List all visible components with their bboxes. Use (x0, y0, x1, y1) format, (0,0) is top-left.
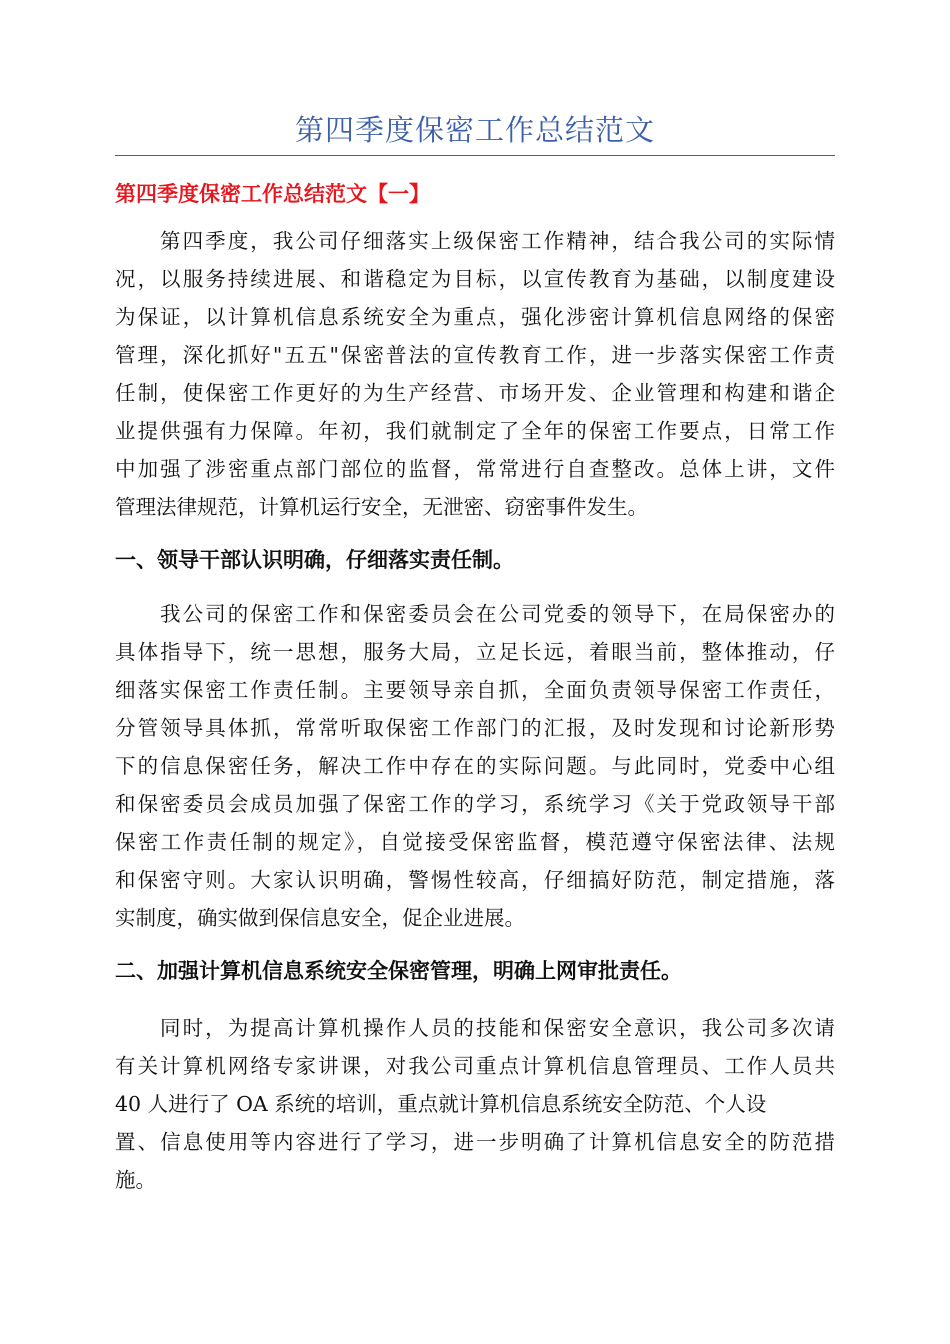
paragraph-line: 和保密委员会成员加强了保密工作的学习，系统学习《关于党政领导干部 (115, 792, 835, 816)
paragraph-line: 施。 (115, 1168, 156, 1192)
paragraph-line: 保密工作责任制的规定》，自觉接受保密监督，模范遵守保密法律、法规 (115, 830, 835, 854)
paragraph-line: 下的信息保密任务，解决工作中存在的实际问题。与此同时，党委中心组 (115, 754, 835, 778)
section-heading-1: 一、领导干部认识明确，仔细落实责任制。 (115, 548, 514, 572)
title-underline (115, 155, 835, 156)
paragraph-line: 分管领导具体抓，常常听取保密工作部门的汇报，及时发现和讨论新形势 (115, 716, 835, 740)
paragraph-line: 管理，深化抓好"五五"保密普法的宣传教育工作，进一步落实保密工作责 (115, 343, 835, 367)
section-heading-2: 二、加强计算机信息系统安全保密管理，明确上网审批责任。 (115, 959, 682, 983)
paragraph-section-1 (115, 595, 835, 937)
paragraph-line: 40 人进行了 OA 系统的培训，重点就计算机信息系统安全防范、个人设 (115, 1092, 767, 1116)
paragraph-line: 置、信息使用等内容进行了学习，进一步明确了计算机信息安全的防范措 (115, 1130, 835, 1154)
paragraph-line: 中加强了涉密重点部门部位的监督，常常进行自查整改。总体上讲，文件 (115, 457, 835, 481)
paragraph-line: 第四季度，我公司仔细落实上级保密工作精神，结合我公司的实际情 (160, 229, 835, 253)
paragraph-section-2 (115, 1009, 835, 1199)
paragraph-line: 和保密守则。大家认识明确，警惕性较高，仔细搞好防范，制定措施，落 (115, 868, 835, 892)
document-title: 第四季度保密工作总结范文 (294, 113, 655, 147)
paragraph-line: 实制度，确实做到保信息安全，促企业进展。 (115, 906, 525, 930)
paragraph-line: 任制，使保密工作更好的为生产经营、市场开发、企业管理和构建和谐企 (115, 381, 835, 405)
paragraph-line: 有关计算机网络专家讲课，对我公司重点计算机信息管理员、工作人员共 (115, 1054, 835, 1078)
paragraph-line: 我公司的保密工作和保密委员会在公司党委的领导下，在局保密办的 (160, 602, 835, 626)
paragraph-line: 细落实保密工作责任制。主要领导亲自抓，全面负责领导保密工作责任， (115, 678, 835, 702)
paragraph-line: 同时，为提高计算机操作人员的技能和保密安全意识，我公司多次请 (160, 1016, 835, 1040)
document-subtitle: 第四季度保密工作总结范文【一】 (115, 182, 430, 206)
paragraph-intro (115, 222, 835, 526)
paragraph-line: 为保证，以计算机信息系统安全为重点，强化涉密计算机信息网络的保密 (115, 305, 835, 329)
paragraph-line: 具体指导下，统一思想，服务大局，立足长远，着眼当前，整体推动，仔 (115, 640, 835, 664)
paragraph-line: 管理法律规范，计算机运行安全，无泄密、窃密事件发生。 (115, 495, 648, 519)
paragraph-line: 业提供强有力保障。年初，我们就制定了全年的保密工作要点，日常工作 (115, 419, 835, 443)
paragraph-line: 况，以服务持续进展、和谐稳定为目标，以宣传教育为基础，以制度建设 (115, 267, 835, 291)
